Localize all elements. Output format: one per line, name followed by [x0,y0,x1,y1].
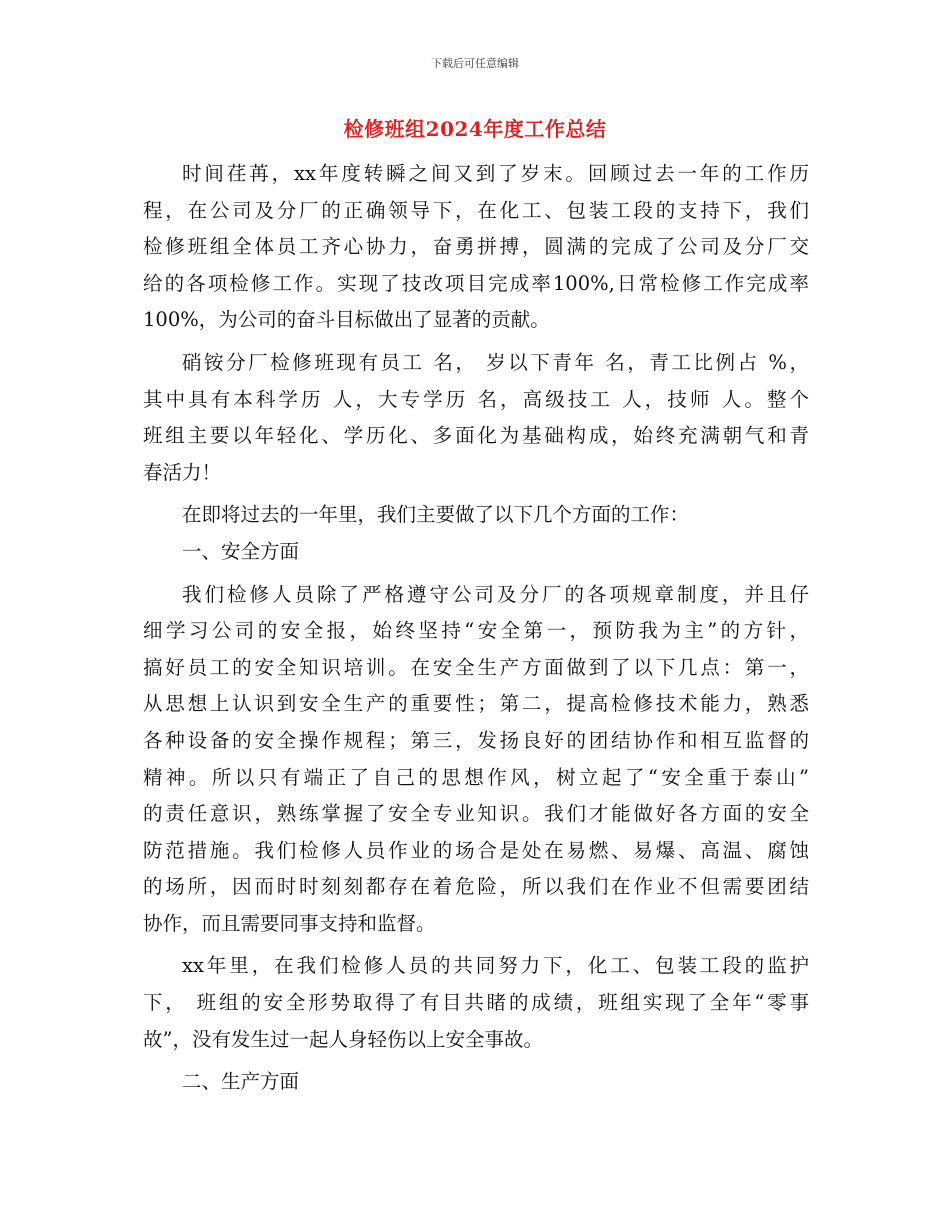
text-line: 班组主要以年轻化、学历化、多面化为基础构成，始终充满朝气和青 [143,424,809,448]
document-title: 检修班组2024年度工作总结 [343,117,607,141]
text-line: 的场所，因而时时刻刻都存在着危险，所以我们在作业不但需要团结 [143,875,809,899]
paragraph-overview [143,497,809,534]
text-line: 防范措施。我们检修人员作业的场合是处在易燃、易爆、高温、腐蚀 [143,838,809,862]
text-line: 100%，为公司的奋斗目标做出了显著的贡献。 [143,308,550,332]
paragraph-safety-results [143,948,809,1058]
text-line: 时间荏苒，xx年度转瞬之间又到了岁末。回顾过去一年的工作历 [182,162,809,185]
text-line: 故”，没有发生过一起人身轻伤以上安全事故。 [143,1027,543,1051]
text-line: 下， 班组的安全形势取得了有目共睹的成绩，班组实现了全年“零事 [143,991,809,1015]
text-line: 的责任意识，熟练掌握了安全专业知识。我们才能做好各方面的安全 [143,802,809,826]
text-line: 在即将过去的一年里，我们主要做了以下几个方面的工作： [182,503,690,527]
section-heading-production [143,1064,809,1101]
section-heading-text: 一、安全方面 [182,539,300,563]
document-body [143,156,809,1101]
text-line: 从思想上认识到安全生产的重要性；第二，提高检修技术能力，熟悉 [143,692,809,716]
text-line: 协作，而且需要同事支持和监督。 [143,911,436,935]
text-line: 搞好员工的安全知识培训。在安全生产方面做到了以下几点：第一， [143,655,809,679]
section-heading-text: 二、生产方面 [182,1070,300,1094]
text-line: 其中具有本科学历 人，大专学历 名，高级技工 人，技师 人。整个 [143,387,809,411]
text-line: 精神。所以只有端正了自己的思想作风，树立起了“安全重于泰山” [143,765,809,789]
paragraph-safety [143,577,809,943]
text-line: 我们检修人员除了严格遵守公司及分厂的各项规章制度，并且仔 [182,582,809,606]
text-line: 硝铵分厂检修班现有员工 名， 岁以下青年 名，青工比例占 %， [182,350,809,374]
section-heading-safety [143,534,809,571]
text-line: 给的各项检修工作。实现了技改项目完成率100%,日常检修工作完成率 [143,271,809,295]
text-line: xx年里，在我们检修人员的共同努力下，化工、包装工段的监护 [182,954,809,978]
text-line: 检修班组全体员工齐心协力，奋勇拼搏，圆满的完成了公司及分厂交 [143,235,809,259]
page-header-note: 下载后可任意编辑 [431,57,519,70]
paragraph-team-composition [143,345,809,491]
text-line: 细学习公司的安全报，始终坚持“安全第一，预防我为主”的方针， [143,619,809,643]
text-line: 各种设备的安全操作规程；第三，发扬良好的团结协作和相互监督的 [143,728,809,752]
text-line: 程，在公司及分厂的正确领导下，在化工、包装工段的支持下，我们 [143,198,809,222]
text-line: 春活力！ [143,460,222,484]
paragraph-intro [143,156,809,339]
